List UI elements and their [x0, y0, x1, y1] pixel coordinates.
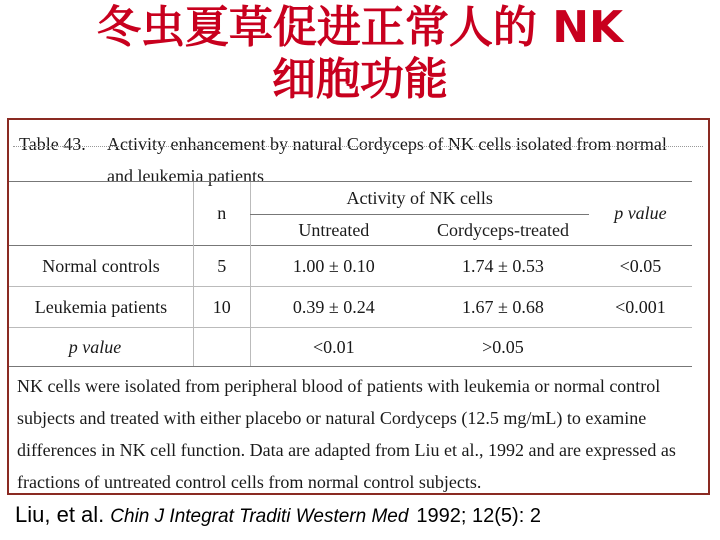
row-p: <0.05: [589, 246, 692, 287]
header-p-value: p value: [589, 182, 692, 246]
row-label: Leukemia patients: [9, 287, 193, 328]
header-untreated: Untreated: [250, 215, 417, 246]
p-row-untreated: <0.01: [250, 328, 417, 367]
header-empty-cell: [9, 182, 193, 246]
p-row-label: p value: [9, 328, 193, 367]
citation: [15, 502, 541, 528]
row-untreated: 1.00 ± 0.10: [250, 246, 417, 287]
row-label: Normal controls: [9, 246, 193, 287]
p-row-n-empty: [193, 328, 250, 367]
row-n: 5: [193, 246, 250, 287]
caption-line-1: Activity enhancement by natural Cordyceps of NK cells isolated from normal: [107, 134, 667, 154]
caption-line-2: and leukemia patients: [107, 166, 264, 186]
table-image-panel: [7, 118, 710, 495]
nk-activity-table: [9, 181, 692, 367]
table-row: [9, 287, 692, 328]
row-cordyceps: 1.74 ± 0.53: [417, 246, 589, 287]
header-cordyceps: Cordyceps-treated: [437, 219, 569, 240]
title-line-1: 冬虫夏草促进正常人的 NK: [96, 2, 624, 53]
table-number: Table 43.: [19, 134, 86, 154]
p-row-p-empty: [589, 328, 692, 367]
caption-underline: [13, 146, 703, 147]
header-n: n: [193, 182, 250, 246]
citation-journal: Chin J Integrat Traditi Western Med: [110, 506, 409, 527]
table-footnote: NK cells were isolated from peripheral blood of patients with leukemia or normal control subjects and treated with either placebo or natural Cordyceps (12.5 mg/mL) to examine differences in NK cell function. Data are adapted from Liu et al., 1992 and are expressed as fractions of untreated control cells from normal control subjects.: [17, 376, 676, 492]
row-untreated: 0.39 ± 0.24: [250, 287, 417, 328]
header-activity: Activity of NK cells: [250, 182, 589, 215]
citation-author: Liu, et al.: [15, 502, 105, 527]
slide-title: [0, 2, 720, 106]
table-p-value-row: [9, 328, 692, 367]
table-row: [9, 246, 692, 287]
citation-volume: 1992; 12(5): 2: [416, 505, 541, 527]
p-row-cordyceps: >0.05: [417, 328, 589, 367]
title-line-2: 细胞功能: [272, 54, 448, 105]
row-n: 10: [193, 287, 250, 328]
row-p: <0.001: [589, 287, 692, 328]
row-cordyceps: 1.67 ± 0.68: [417, 287, 589, 328]
table-header-row: [9, 182, 692, 215]
